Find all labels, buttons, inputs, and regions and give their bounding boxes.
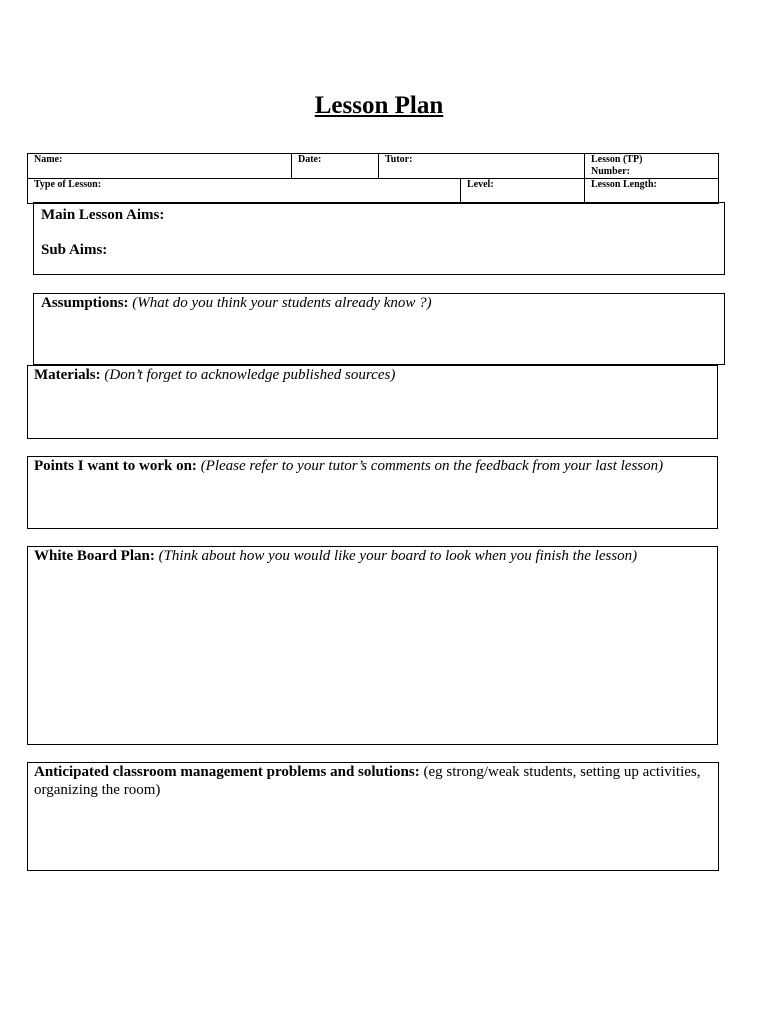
management-box[interactable] [27,762,719,871]
date-label: Date: [298,154,322,165]
management-label: Anticipated classroom management problems and solutions: [34,764,420,780]
tutor-label: Tutor: [385,154,413,165]
date-cell[interactable] [292,154,379,179]
whiteboard-hint: (Think about how you would like your board to look when you finish the lesson) [158,548,638,564]
page-title: Lesson Plan [314,92,444,119]
tutor-cell[interactable] [379,154,585,179]
whiteboard-box[interactable] [27,546,718,745]
name-cell[interactable] [28,154,292,179]
level-cell[interactable] [461,179,585,204]
lesson-length-cell[interactable] [585,179,719,204]
points-hint: (Please refer to your tutor’s comments on the feedback from your last lesson) [200,458,664,474]
name-label: Name: [34,154,63,165]
lesson-number-label-line1: Lesson (TP) [591,154,643,165]
assumptions-label: Assumptions: [41,295,129,311]
assumptions-box[interactable] [33,293,725,365]
management-hint: (eg strong/weak students, setting up activities, organizing the room) [34,764,701,798]
type-of-lesson-cell[interactable] [28,179,461,204]
lesson-number-label-line2: Number: [591,166,630,177]
main-aims-label: Main Lesson Aims: [41,207,165,223]
type-of-lesson-label: Type of Lesson: [34,179,102,190]
sub-aims-label: Sub Aims: [41,242,108,258]
materials-box[interactable] [27,365,718,439]
lesson-number-cell[interactable] [585,154,719,179]
header-table [27,153,718,204]
lesson-length-label: Lesson Length: [591,179,657,190]
points-box[interactable] [27,456,718,529]
materials-label: Materials: [34,367,101,383]
points-label: Points I want to work on: [34,458,197,474]
whiteboard-label: White Board Plan: [34,548,155,564]
level-label: Level: [467,179,494,190]
aims-box[interactable] [33,202,725,275]
materials-hint: (Don’t forget to acknowledge published sources) [104,367,396,383]
assumptions-hint: (What do you think your students already know ?) [132,295,432,311]
